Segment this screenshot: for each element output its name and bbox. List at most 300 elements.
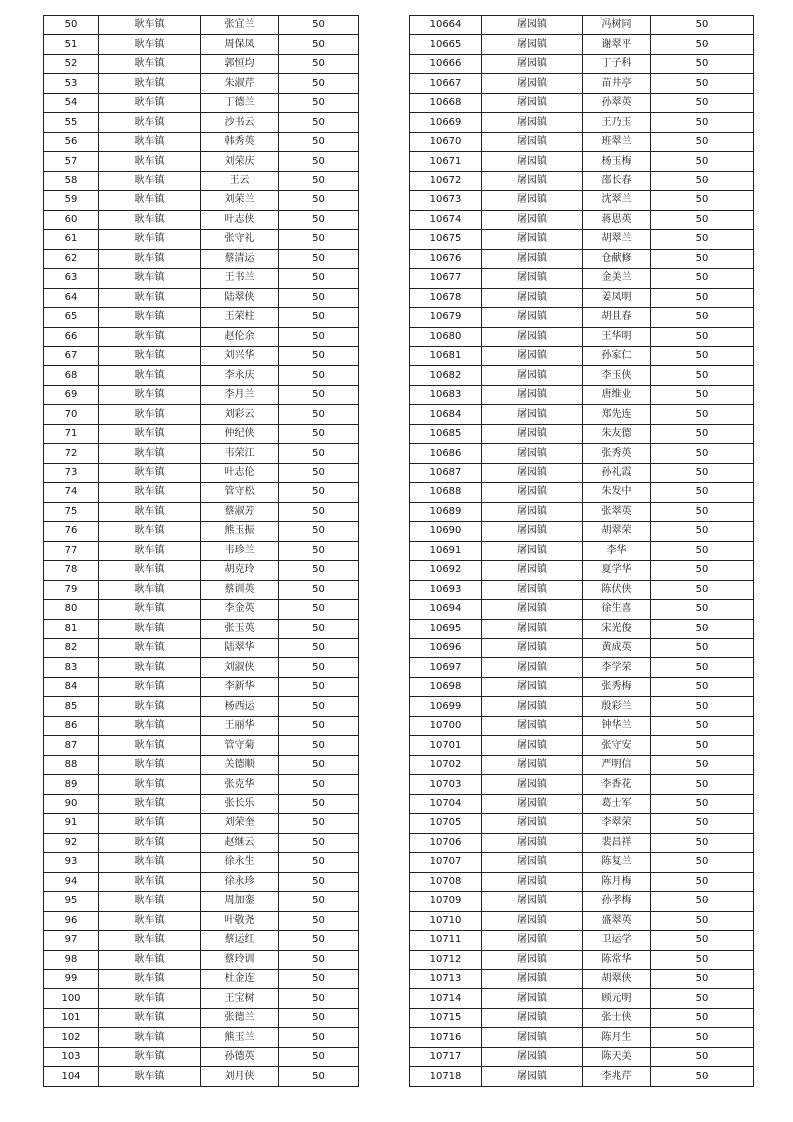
table-row xyxy=(44,132,359,151)
cell-name: 李新华 xyxy=(201,677,279,696)
cell-name: 黄成英 xyxy=(583,639,651,658)
cell-index: 52 xyxy=(44,54,99,73)
cell-town: 耿车镇 xyxy=(99,210,201,229)
cell-index: 75 xyxy=(44,502,99,521)
cell-town: 屠园镇 xyxy=(482,892,583,911)
cell-town: 屠园镇 xyxy=(482,385,583,404)
table-row xyxy=(410,580,754,599)
cell-name: 蔡玲训 xyxy=(201,950,279,969)
cell-index: 10682 xyxy=(410,366,482,385)
table-row xyxy=(410,775,754,794)
cell-town: 耿车镇 xyxy=(99,697,201,716)
cell-town: 耿车镇 xyxy=(99,152,201,171)
cell-amount: 50 xyxy=(651,872,754,891)
cell-index: 10694 xyxy=(410,600,482,619)
cell-town: 屠园镇 xyxy=(482,269,583,288)
cell-name: 仲纪侠 xyxy=(201,424,279,443)
cell-index: 10706 xyxy=(410,833,482,852)
cell-town: 屠园镇 xyxy=(482,327,583,346)
cell-name: 韩秀英 xyxy=(201,132,279,151)
cell-town: 屠园镇 xyxy=(482,950,583,969)
cell-town: 耿车镇 xyxy=(99,385,201,404)
cell-name: 王宝树 xyxy=(201,989,279,1008)
cell-amount: 50 xyxy=(651,1008,754,1027)
cell-index: 10695 xyxy=(410,619,482,638)
cell-town: 屠园镇 xyxy=(482,814,583,833)
cell-amount: 50 xyxy=(651,191,754,210)
table-row xyxy=(410,1067,754,1086)
cell-index: 88 xyxy=(44,755,99,774)
cell-name: 刘彩云 xyxy=(201,405,279,424)
cell-name: 唐维业 xyxy=(583,385,651,404)
cell-amount: 50 xyxy=(651,969,754,988)
cell-amount: 50 xyxy=(279,755,359,774)
right-table xyxy=(409,15,754,1087)
cell-town: 耿车镇 xyxy=(99,16,201,35)
cell-index: 10683 xyxy=(410,385,482,404)
table-row xyxy=(410,93,754,112)
cell-index: 81 xyxy=(44,619,99,638)
cell-name: 李翠荣 xyxy=(583,814,651,833)
cell-index: 56 xyxy=(44,132,99,151)
table-row xyxy=(410,1047,754,1066)
table-row xyxy=(44,74,359,93)
table-row xyxy=(44,346,359,365)
cell-amount: 50 xyxy=(279,911,359,930)
cell-town: 耿车镇 xyxy=(99,93,201,112)
cell-index: 10671 xyxy=(410,152,482,171)
cell-town: 耿车镇 xyxy=(99,35,201,54)
table-row xyxy=(410,16,754,35)
cell-name: 陈常华 xyxy=(583,950,651,969)
cell-index: 10681 xyxy=(410,346,482,365)
cell-index: 10700 xyxy=(410,716,482,735)
cell-index: 101 xyxy=(44,1008,99,1027)
cell-index: 10689 xyxy=(410,502,482,521)
cell-amount: 50 xyxy=(279,366,359,385)
cell-amount: 50 xyxy=(651,483,754,502)
cell-amount: 50 xyxy=(279,950,359,969)
cell-amount: 50 xyxy=(279,600,359,619)
cell-name: 李月兰 xyxy=(201,385,279,404)
cell-name: 陈复兰 xyxy=(583,853,651,872)
table-row xyxy=(44,892,359,911)
cell-index: 10677 xyxy=(410,269,482,288)
cell-name: 李永庆 xyxy=(201,366,279,385)
cell-index: 10679 xyxy=(410,308,482,327)
cell-town: 耿车镇 xyxy=(99,288,201,307)
cell-town: 耿车镇 xyxy=(99,794,201,813)
cell-index: 10698 xyxy=(410,677,482,696)
cell-name: 葛士军 xyxy=(583,794,651,813)
table-row xyxy=(44,736,359,755)
cell-index: 10701 xyxy=(410,736,482,755)
cell-town: 屠园镇 xyxy=(482,366,583,385)
table-row xyxy=(410,230,754,249)
cell-amount: 50 xyxy=(279,658,359,677)
cell-index: 10712 xyxy=(410,950,482,969)
cell-index: 10672 xyxy=(410,171,482,190)
cell-index: 98 xyxy=(44,950,99,969)
cell-amount: 50 xyxy=(651,132,754,151)
cell-town: 屠园镇 xyxy=(482,639,583,658)
cell-name: 陆翠华 xyxy=(201,639,279,658)
cell-index: 55 xyxy=(44,113,99,132)
cell-index: 73 xyxy=(44,463,99,482)
table-row xyxy=(44,1047,359,1066)
cell-amount: 50 xyxy=(279,132,359,151)
table-row xyxy=(410,54,754,73)
cell-index: 91 xyxy=(44,814,99,833)
table-row xyxy=(44,269,359,288)
cell-name: 张宜兰 xyxy=(201,16,279,35)
cell-name: 卫运学 xyxy=(583,931,651,950)
cell-amount: 50 xyxy=(651,35,754,54)
cell-amount: 50 xyxy=(651,716,754,735)
cell-amount: 50 xyxy=(279,35,359,54)
cell-town: 屠园镇 xyxy=(482,716,583,735)
table-row xyxy=(410,444,754,463)
cell-index: 10699 xyxy=(410,697,482,716)
cell-amount: 50 xyxy=(651,600,754,619)
cell-town: 耿车镇 xyxy=(99,541,201,560)
cell-town: 耿车镇 xyxy=(99,872,201,891)
cell-name: 冯树同 xyxy=(583,16,651,35)
cell-name: 班翠兰 xyxy=(583,132,651,151)
cell-name: 钟华兰 xyxy=(583,716,651,735)
cell-name: 徐生喜 xyxy=(583,600,651,619)
cell-name: 熊玉振 xyxy=(201,522,279,541)
cell-index: 82 xyxy=(44,639,99,658)
table-row xyxy=(44,541,359,560)
table-row xyxy=(410,191,754,210)
cell-name: 熊玉兰 xyxy=(201,1028,279,1047)
table-row xyxy=(410,502,754,521)
cell-index: 53 xyxy=(44,74,99,93)
cell-name: 刘荣兰 xyxy=(201,191,279,210)
table-row xyxy=(44,230,359,249)
cell-index: 10709 xyxy=(410,892,482,911)
cell-name: 仓献修 xyxy=(583,249,651,268)
cell-town: 耿车镇 xyxy=(99,1067,201,1086)
cell-index: 10686 xyxy=(410,444,482,463)
cell-amount: 50 xyxy=(651,210,754,229)
cell-name: 关德顺 xyxy=(201,755,279,774)
cell-name: 张长乐 xyxy=(201,794,279,813)
cell-name: 邵长春 xyxy=(583,171,651,190)
cell-name: 孙德英 xyxy=(201,1047,279,1066)
cell-town: 屠园镇 xyxy=(482,697,583,716)
cell-town: 屠园镇 xyxy=(482,1008,583,1027)
cell-amount: 50 xyxy=(279,639,359,658)
cell-index: 10711 xyxy=(410,931,482,950)
table-row xyxy=(410,814,754,833)
cell-index: 10687 xyxy=(410,463,482,482)
right-table-body xyxy=(410,16,754,1087)
cell-amount: 50 xyxy=(651,853,754,872)
cell-index: 10717 xyxy=(410,1047,482,1066)
cell-town: 耿车镇 xyxy=(99,814,201,833)
cell-amount: 50 xyxy=(279,483,359,502)
cell-town: 屠园镇 xyxy=(482,35,583,54)
cell-index: 10693 xyxy=(410,580,482,599)
cell-index: 89 xyxy=(44,775,99,794)
cell-index: 10664 xyxy=(410,16,482,35)
cell-name: 盛翠英 xyxy=(583,911,651,930)
cell-amount: 50 xyxy=(279,405,359,424)
cell-name: 张守礼 xyxy=(201,230,279,249)
cell-amount: 50 xyxy=(279,541,359,560)
cell-name: 赵伦余 xyxy=(201,327,279,346)
cell-index: 96 xyxy=(44,911,99,930)
cell-town: 耿车镇 xyxy=(99,580,201,599)
cell-index: 10674 xyxy=(410,210,482,229)
cell-name: 刘荣庆 xyxy=(201,152,279,171)
cell-amount: 50 xyxy=(279,580,359,599)
cell-town: 耿车镇 xyxy=(99,502,201,521)
cell-name: 胡克玲 xyxy=(201,561,279,580)
cell-town: 屠园镇 xyxy=(482,619,583,638)
cell-name: 顾元明 xyxy=(583,989,651,1008)
cell-town: 屠园镇 xyxy=(482,424,583,443)
cell-amount: 50 xyxy=(651,16,754,35)
cell-town: 耿车镇 xyxy=(99,74,201,93)
table-row xyxy=(44,35,359,54)
table-row xyxy=(44,483,359,502)
cell-town: 耿车镇 xyxy=(99,327,201,346)
table-row xyxy=(410,697,754,716)
cell-town: 屠园镇 xyxy=(482,931,583,950)
cell-index: 71 xyxy=(44,424,99,443)
table-row xyxy=(410,755,754,774)
cell-index: 10680 xyxy=(410,327,482,346)
cell-town: 耿车镇 xyxy=(99,619,201,638)
cell-amount: 50 xyxy=(651,911,754,930)
table-row xyxy=(44,580,359,599)
cell-name: 陆翠侠 xyxy=(201,288,279,307)
cell-town: 屠园镇 xyxy=(482,541,583,560)
cell-name: 朱发中 xyxy=(583,483,651,502)
cell-town: 耿车镇 xyxy=(99,639,201,658)
cell-index: 10690 xyxy=(410,522,482,541)
cell-amount: 50 xyxy=(651,580,754,599)
cell-name: 张秀英 xyxy=(583,444,651,463)
cell-name: 蔡运红 xyxy=(201,931,279,950)
cell-town: 屠园镇 xyxy=(482,580,583,599)
cell-town: 耿车镇 xyxy=(99,171,201,190)
table-row xyxy=(410,113,754,132)
cell-town: 屠园镇 xyxy=(482,872,583,891)
cell-town: 屠园镇 xyxy=(482,113,583,132)
cell-name: 陈月梅 xyxy=(583,872,651,891)
cell-name: 韦荣江 xyxy=(201,444,279,463)
cell-amount: 50 xyxy=(651,230,754,249)
cell-amount: 50 xyxy=(651,346,754,365)
cell-amount: 50 xyxy=(651,308,754,327)
table-row xyxy=(410,541,754,560)
cell-town: 屠园镇 xyxy=(482,833,583,852)
table-row xyxy=(44,366,359,385)
cell-index: 10675 xyxy=(410,230,482,249)
cell-town: 屠园镇 xyxy=(482,93,583,112)
table-row xyxy=(44,16,359,35)
cell-name: 杨西运 xyxy=(201,697,279,716)
cell-index: 10691 xyxy=(410,541,482,560)
table-row xyxy=(410,463,754,482)
cell-name: 朱友德 xyxy=(583,424,651,443)
cell-name: 金美兰 xyxy=(583,269,651,288)
cell-town: 屠园镇 xyxy=(482,171,583,190)
table-row xyxy=(410,74,754,93)
cell-name: 张德兰 xyxy=(201,1008,279,1027)
cell-name: 张玉英 xyxy=(201,619,279,638)
cell-name: 张士侠 xyxy=(583,1008,651,1027)
cell-town: 屠园镇 xyxy=(482,152,583,171)
table-row xyxy=(44,288,359,307)
cell-name: 叶志伦 xyxy=(201,463,279,482)
cell-name: 王云 xyxy=(201,171,279,190)
cell-town: 耿车镇 xyxy=(99,132,201,151)
cell-town: 屠园镇 xyxy=(482,561,583,580)
cell-index: 10715 xyxy=(410,1008,482,1027)
table-row xyxy=(44,113,359,132)
cell-town: 耿车镇 xyxy=(99,775,201,794)
table-row xyxy=(410,911,754,930)
table-row xyxy=(410,989,754,1008)
cell-index: 10696 xyxy=(410,639,482,658)
cell-town: 屠园镇 xyxy=(482,522,583,541)
cell-name: 丁德兰 xyxy=(201,93,279,112)
cell-index: 95 xyxy=(44,892,99,911)
table-row xyxy=(410,210,754,229)
cell-index: 97 xyxy=(44,931,99,950)
cell-town: 屠园镇 xyxy=(482,54,583,73)
table-row xyxy=(410,152,754,171)
cell-index: 64 xyxy=(44,288,99,307)
table-row xyxy=(410,892,754,911)
table-row xyxy=(410,346,754,365)
cell-index: 10669 xyxy=(410,113,482,132)
table-row xyxy=(410,405,754,424)
cell-town: 屠园镇 xyxy=(482,502,583,521)
cell-town: 耿车镇 xyxy=(99,54,201,73)
cell-name: 陈伏侠 xyxy=(583,580,651,599)
cell-index: 50 xyxy=(44,16,99,35)
cell-index: 10678 xyxy=(410,288,482,307)
cell-amount: 50 xyxy=(651,658,754,677)
cell-index: 68 xyxy=(44,366,99,385)
cell-name: 赵继云 xyxy=(201,833,279,852)
cell-index: 10673 xyxy=(410,191,482,210)
table-row xyxy=(44,561,359,580)
cell-town: 屠园镇 xyxy=(482,1047,583,1066)
table-row xyxy=(410,639,754,658)
table-row xyxy=(410,794,754,813)
cell-town: 耿车镇 xyxy=(99,677,201,696)
cell-name: 李金英 xyxy=(201,600,279,619)
table-row xyxy=(410,385,754,404)
cell-amount: 50 xyxy=(279,677,359,696)
cell-town: 屠园镇 xyxy=(482,969,583,988)
cell-index: 94 xyxy=(44,872,99,891)
cell-name: 蔡清运 xyxy=(201,249,279,268)
cell-amount: 50 xyxy=(651,405,754,424)
cell-amount: 50 xyxy=(279,308,359,327)
cell-town: 耿车镇 xyxy=(99,853,201,872)
cell-amount: 50 xyxy=(279,16,359,35)
cell-index: 10714 xyxy=(410,989,482,1008)
cell-town: 屠园镇 xyxy=(482,736,583,755)
cell-amount: 50 xyxy=(279,171,359,190)
cell-name: 王书兰 xyxy=(201,269,279,288)
cell-index: 86 xyxy=(44,716,99,735)
cell-town: 屠园镇 xyxy=(482,794,583,813)
table-row xyxy=(44,872,359,891)
cell-town: 屠园镇 xyxy=(482,658,583,677)
cell-town: 屠园镇 xyxy=(482,16,583,35)
cell-name: 王丽华 xyxy=(201,716,279,735)
cell-index: 83 xyxy=(44,658,99,677)
cell-name: 苗井亭 xyxy=(583,74,651,93)
cell-name: 严明信 xyxy=(583,755,651,774)
cell-name: 叶志侠 xyxy=(201,210,279,229)
cell-index: 67 xyxy=(44,346,99,365)
cell-town: 屠园镇 xyxy=(482,1028,583,1047)
cell-name: 王华明 xyxy=(583,327,651,346)
cell-index: 102 xyxy=(44,1028,99,1047)
cell-amount: 50 xyxy=(651,366,754,385)
cell-index: 80 xyxy=(44,600,99,619)
cell-amount: 50 xyxy=(651,989,754,1008)
cell-name: 韦珍兰 xyxy=(201,541,279,560)
cell-name: 刘淑侠 xyxy=(201,658,279,677)
cell-name: 李香花 xyxy=(583,775,651,794)
table-row xyxy=(44,1067,359,1086)
cell-town: 屠园镇 xyxy=(482,405,583,424)
cell-amount: 50 xyxy=(651,93,754,112)
cell-name: 胡翠荣 xyxy=(583,522,651,541)
table-row xyxy=(410,658,754,677)
cell-amount: 50 xyxy=(279,1067,359,1086)
table-row xyxy=(44,405,359,424)
table-row xyxy=(44,658,359,677)
table-row xyxy=(44,249,359,268)
cell-index: 57 xyxy=(44,152,99,171)
cell-index: 72 xyxy=(44,444,99,463)
cell-amount: 50 xyxy=(279,113,359,132)
cell-amount: 50 xyxy=(279,288,359,307)
table-row xyxy=(410,853,754,872)
table-row xyxy=(44,969,359,988)
cell-town: 耿车镇 xyxy=(99,833,201,852)
cell-amount: 50 xyxy=(279,736,359,755)
cell-amount: 50 xyxy=(279,1047,359,1066)
cell-town: 屠园镇 xyxy=(482,483,583,502)
cell-town: 耿车镇 xyxy=(99,424,201,443)
cell-index: 60 xyxy=(44,210,99,229)
table-row xyxy=(44,989,359,1008)
cell-name: 孙孝梅 xyxy=(583,892,651,911)
table-row xyxy=(410,522,754,541)
cell-name: 蔡淑芳 xyxy=(201,502,279,521)
cell-index: 78 xyxy=(44,561,99,580)
table-row xyxy=(410,366,754,385)
cell-amount: 50 xyxy=(279,502,359,521)
cell-amount: 50 xyxy=(651,269,754,288)
cell-town: 屠园镇 xyxy=(482,853,583,872)
table-row xyxy=(410,1028,754,1047)
cell-amount: 50 xyxy=(279,794,359,813)
